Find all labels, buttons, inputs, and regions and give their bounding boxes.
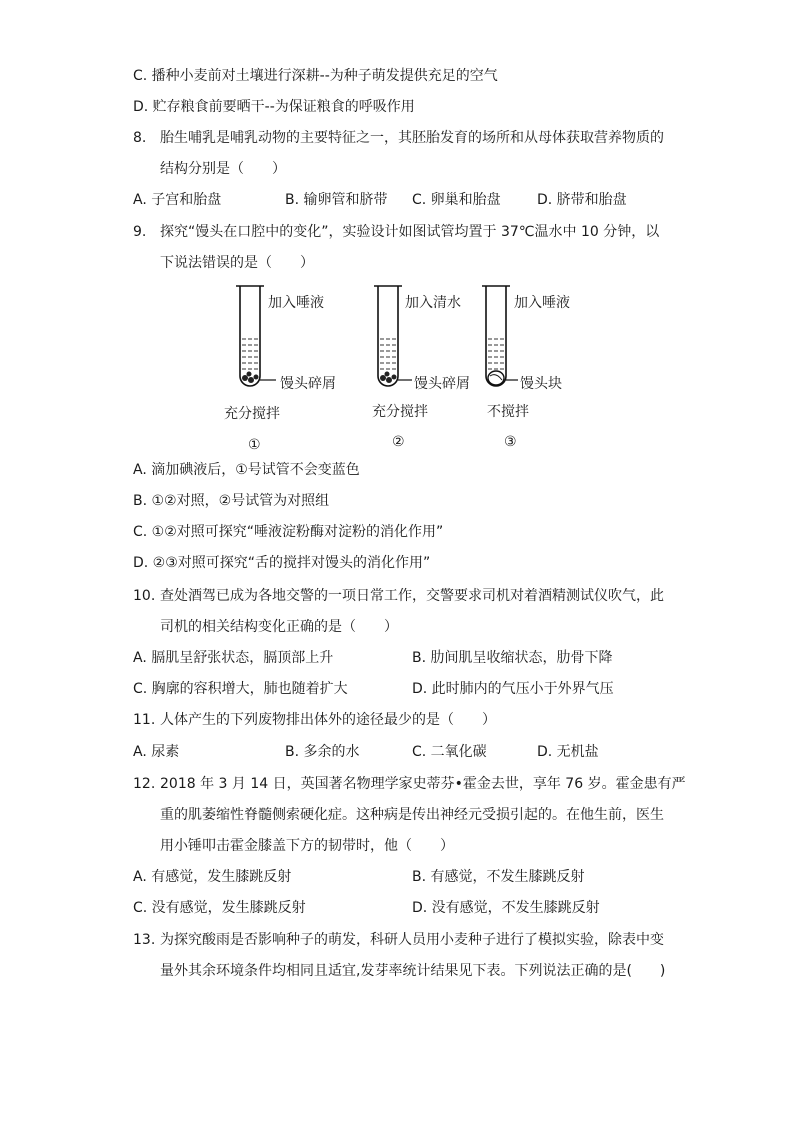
q11-option-b: B. 多余的水	[285, 744, 360, 760]
q8-option-c: C. 卵巢和胎盘	[412, 192, 501, 208]
tube1-bottom-label: 充分搅拌	[224, 406, 280, 422]
q7-option-d: D. 贮存粮食前要晒干--为保证粮食的呼吸作用	[133, 99, 415, 115]
tube3-side-label: 馒头块	[520, 376, 562, 392]
q8-option-a: A. 子宫和胎盘	[133, 192, 222, 208]
q12-stem-line2: 重的肌萎缩性脊髓侧索硬化症。这种病是传出神经元受损引起的。在他生前，医生	[160, 807, 664, 823]
tube2-side-label: 馒头碎屑	[414, 376, 470, 392]
tube1-number: ①	[248, 437, 261, 453]
tube2-bottom-label: 充分搅拌	[372, 404, 428, 420]
q8-stem-line1: 胎生哺乳是哺乳动物的主要特征之一，其胚胎发育的场所和从母体获取营养物质的	[160, 130, 664, 146]
tube2-top-label: 加入清水	[405, 295, 461, 311]
q10-stem-line2: 司机的相关结构变化正确的是（ ）	[160, 619, 398, 635]
q12-option-a: A. 有感觉，发生膝跳反射	[133, 869, 292, 885]
tube3-bottom-label: 不搅拌	[487, 404, 529, 420]
tube1-top-label: 加入唾液	[268, 295, 324, 311]
q12-number: 12.	[133, 776, 156, 792]
q13-stem-line2: 量外其余环境条件均相同且适宜,发芽率统计结果见下表。下列说法正确的是( )	[160, 963, 666, 979]
q10-option-d: D. 此时肺内的气压小于外界气压	[412, 681, 614, 697]
q8-option-b: B. 输卵管和脐带	[285, 192, 388, 208]
tube1-side-label: 馒头碎屑	[280, 376, 336, 392]
q12-stem-line3: 用小锤叩击霍金膝盖下方的韧带时，他（ ）	[160, 838, 454, 854]
q10-option-b: B. 肋间肌呈收缩状态，肋骨下降	[412, 650, 613, 666]
q12-option-c: C. 没有感觉，发生膝跳反射	[133, 900, 306, 916]
q10-option-c: C. 胸廓的容积增大，肺也随着扩大	[133, 681, 348, 697]
q11-number: 11.	[133, 712, 156, 728]
tube3-number: ③	[504, 434, 517, 450]
q12-option-d: D. 没有感觉，不发生膝跳反射	[412, 900, 600, 916]
q8-number: 8.	[133, 130, 147, 146]
test-tube-3	[482, 286, 518, 386]
q9-stem-line2: 下说法错误的是（ ）	[160, 255, 314, 271]
q11-option-d: D. 无机盐	[537, 744, 599, 760]
q9-stem-line1: 探究“馒头在口腔中的变化”，实验设计如图试管均置于 37℃温水中 10 分钟，以	[160, 224, 660, 240]
test-tube-figure	[200, 276, 620, 460]
q11-stem-line1: 人体产生的下列废物排出体外的途径最少的是（ ）	[160, 712, 496, 728]
q12-option-b: B. 有感觉，不发生膝跳反射	[412, 869, 585, 885]
q11-option-a: A. 尿素	[133, 744, 180, 760]
q9-option-a: A. 滴加碘液后，①号试管不会变蓝色	[133, 462, 360, 478]
q13-stem-line1: 为探究酸雨是否影响种子的萌发，科研人员用小麦种子进行了模拟实验，除表中变	[160, 932, 664, 948]
q9-option-c: C. ①②对照可探究“唾液淀粉酶对淀粉的消化作用”	[133, 524, 444, 540]
q7-option-c: C. 播种小麦前对土壤进行深耕--为种子萌发提供充足的空气	[133, 68, 498, 84]
q8-option-d: D. 脐带和胎盘	[537, 192, 627, 208]
q13-number: 13.	[133, 932, 156, 948]
q9-option-d: D. ②③对照可探究“舌的搅拌对馒头的消化作用”	[133, 555, 431, 571]
q10-number: 10.	[133, 588, 156, 604]
q11-option-c: C. 二氧化碳	[412, 744, 487, 760]
tube2-number: ②	[392, 434, 405, 450]
q10-stem-line1: 查处酒驾已成为各地交警的一项日常工作，交警要求司机对着酒精测试仪吹气，此	[160, 588, 664, 604]
q9-option-b: B. ①②对照，②号试管为对照组	[133, 493, 330, 509]
q8-stem-line2: 结构分别是（ ）	[160, 161, 286, 177]
q10-option-a: A. 膈肌呈舒张状态，膈顶部上升	[133, 650, 334, 666]
q12-stem-line1: 2018 年 3 月 14 日，英国著名物理学家史蒂芬•霍金去世，享年 76 岁。霍金患有严	[160, 776, 686, 792]
tube3-top-label: 加入唾液	[514, 295, 570, 311]
q9-number: 9.	[133, 224, 147, 240]
